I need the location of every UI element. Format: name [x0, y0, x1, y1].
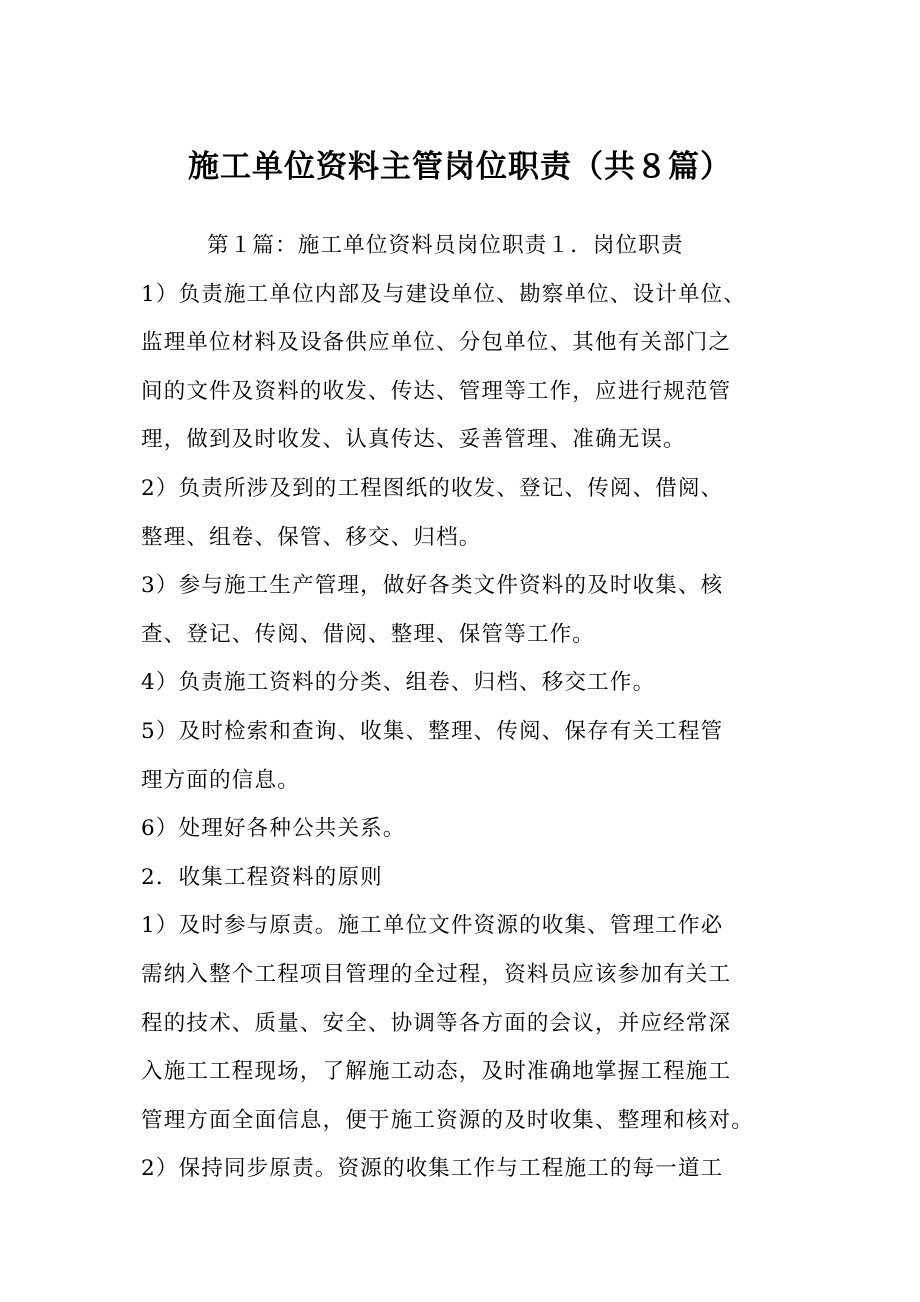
paragraph-line: 程的技术、质量、安全、协调等各方面的会议，并应经常深 — [141, 1010, 732, 1036]
paragraph-line: 整理、组卷、保管、移交、归档。 — [141, 524, 482, 550]
paragraph-line: 入施工工程现场，了解施工动态，及时准确地掌握工程施工 — [141, 1059, 732, 1085]
document-title: 施工单位资料主管岗位职责（共８篇） — [188, 149, 732, 185]
paragraph-line: 2）负责所涉及到的工程图纸的收发、登记、传阅、借阅、 — [141, 475, 724, 501]
paragraph-line: 查、登记、传阅、借阅、整理、保管等工作。 — [141, 621, 596, 647]
paragraph-line: 4）负责施工资料的分类、组卷、归档、移交工作。 — [141, 670, 656, 696]
paragraph-line: 3）参与施工生产管理，做好各类文件资料的及时收集、核 — [141, 573, 724, 599]
paragraph-line: 理方面的信息。 — [141, 767, 300, 793]
paragraph-line: 1）负责施工单位内部及与建设单位、勘察单位、设计单位、 — [141, 281, 747, 307]
paragraph-line: 管理方面全面信息，便于施工资源的及时收集、整理和核对。 — [141, 1107, 754, 1133]
paragraph-line: 1）及时参与原责。施工单位文件资源的收集、管理工作必 — [141, 913, 724, 939]
paragraph-line: 间的文件及资料的收发、传达、管理等工作，应进行规范管 — [141, 378, 732, 404]
paragraph-line: 6）处理好各种公共关系。 — [141, 816, 406, 842]
subsection-heading: 2．收集工程资料的原则 — [141, 864, 383, 890]
document-body — [141, 222, 801, 1194]
paragraph-line: 理，做到及时收发、认真传达、妥善管理、准确无误。 — [141, 427, 686, 453]
paragraph-line: 监理单位材料及设备供应单位、分包单位、其他有关部门之 — [141, 330, 732, 356]
paragraph-line: 5）及时检索和查询、收集、整理、传阅、保存有关工程管 — [141, 718, 724, 744]
section-heading: 第１篇：施工单位资料员岗位职责１．岗位职责 — [207, 233, 684, 258]
paragraph-line: 需纳入整个工程项目管理的全过程，资料员应该参加有关工 — [141, 961, 732, 987]
paragraph-line: 2）保持同步原责。资源的收集工作与工程施工的每一道工 — [141, 1156, 724, 1182]
